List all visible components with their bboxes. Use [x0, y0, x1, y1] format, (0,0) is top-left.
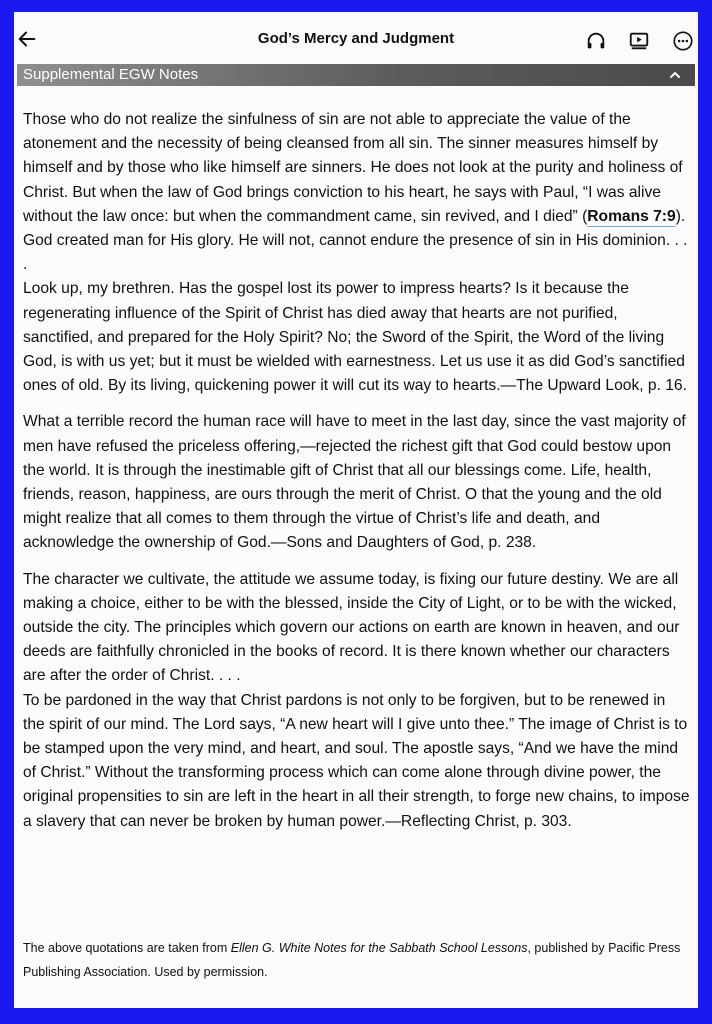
paragraph-text: Those who do not realize the sinfulness of sin are not able to appreciate the value of the atonement and the necessity of being cleansed from all sin. The sinner measures himself by himself and by those who like himself are sinners. He does not look at the purity and holiness of Christ. But when the law of God brings conviction to his heart, he says with Paul, “I was alive without the law once: but when the commandment came, sin revived, and I died” ( — [23, 111, 683, 225]
footer-book-title: Ellen G. White Notes for the Sabbath School Lessons — [230, 941, 528, 955]
page-title: God’s Mercy and Judgment — [257, 30, 455, 47]
paragraph: To be pardoned in the way that Christ pardons is not only to be forgiven, but to be renewed in the spirit of our mind. The Lord says, “A new heart will I give unto thee.” The image of Christ is to be stamped upon the very mind, and heart, and soul. The apostle says, “And we have the mind of Christ.” Without the transforming process which can come alone through divine power, the original propensities to sin are left in the heart in all their strength, to forge new chains, to impose a slavery that can never be broken by human power.—Reflecting Christ, p. 303. — [23, 691, 690, 830]
app-screen — [14, 12, 698, 1008]
notes-content — [23, 108, 691, 834]
paragraph: The character we cultivate, the attitude we assume today, is fixing our future destiny. We are all making a choice, either to be with the blessed, inside the City of Light, or to be with the wicked, outside the city. The principles which govern our actions on earth are known in heaven, and our deeds are faithfully chronicled in the books of record. It is there known whether our characters are after the order of Christ. . . . — [23, 570, 680, 685]
paragraph: What a terrible record the human race will have to meet in the last day, since the vast majority of men have refused the priceless offering,—rejected the richest gift that God could bestow upon the world. It is through the inestimable gift of Christ that all our blessings come. Life, health, friends, reason, happiness, are ours through the merit of Christ. O that the young and the old might realize that all comes to them through the virtue of Christ’s life and death, and acknowledge the ownership of God.—Sons and Daughters of God, p. 238. — [23, 413, 686, 552]
footer-text: , published by Pacific Press Publishing Association. Used by permission. — [23, 941, 681, 979]
section-label: Supplemental EGW Notes — [23, 66, 199, 83]
paragraph: Look up, my brethren. Has the gospel lost its power to impress hearts? Is it because the regenerating influence of the Spirit of Christ has died away that hearts are not purified, sanctified, and prepared for the Holy Spirit? No; the Sword of the Spirit, the Word of the living God, is with us yet; but it must be wielded with earnestness. Let us use it as did God’s sanctified ones of old. By its living, quickening power it will cut its way to hearts.—The Upward Look, p. 16. — [23, 280, 687, 395]
scripture-link[interactable]: Romans 7:9 — [587, 207, 676, 225]
play-video-icon[interactable] — [628, 30, 650, 52]
top-bar — [14, 12, 698, 64]
paragraph-text: ). — [675, 207, 686, 225]
paragraph — [23, 108, 691, 229]
headphones-icon[interactable] — [585, 30, 607, 52]
chevron-up-icon[interactable] — [669, 69, 681, 81]
more-options-icon[interactable] — [672, 30, 694, 52]
paragraph: God created man for His glory. He will not, cannot endure the presence of sin in His dominion. . . . — [23, 232, 688, 274]
supplemental-section-header[interactable] — [17, 64, 695, 86]
footer-text: The above quotations are taken from — [23, 941, 231, 955]
attribution-footer — [23, 936, 691, 984]
